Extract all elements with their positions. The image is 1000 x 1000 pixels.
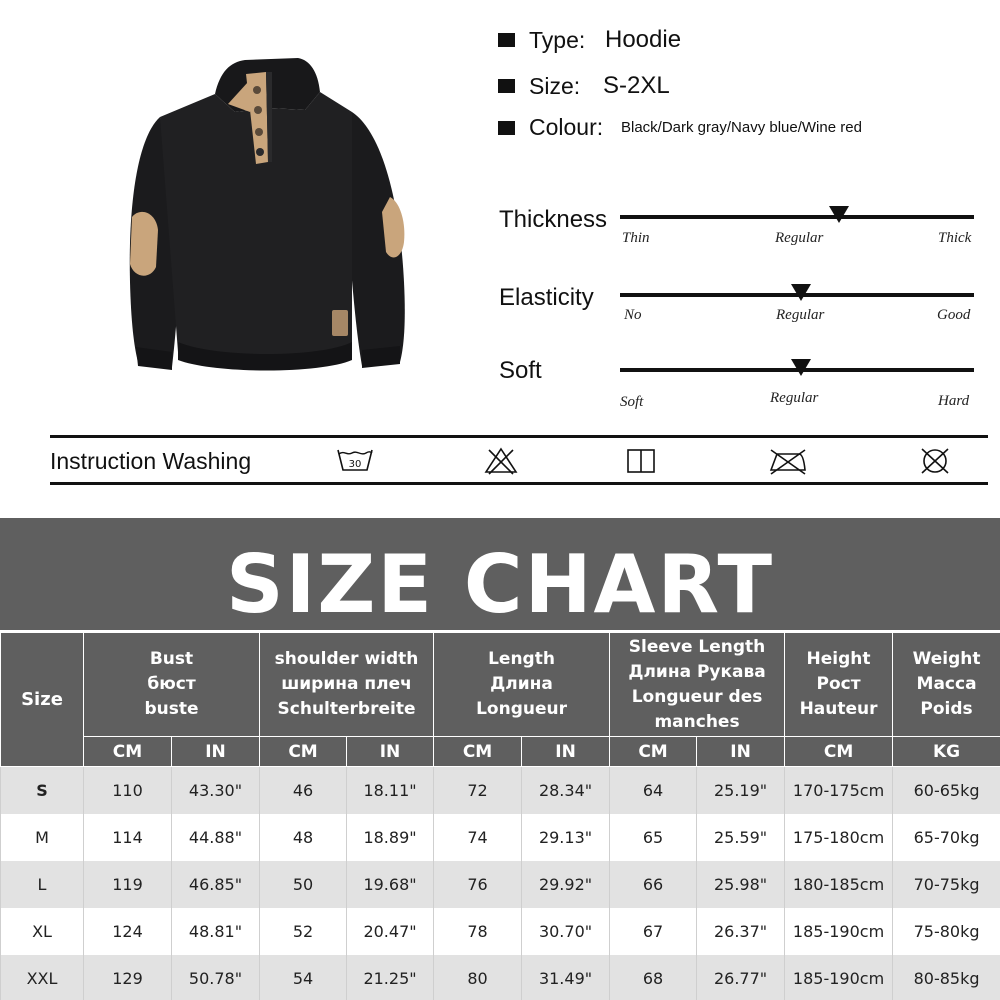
size-cell: L bbox=[1, 861, 84, 908]
spec-label: Colour: bbox=[529, 114, 604, 140]
table-row bbox=[1, 955, 1000, 1000]
spec-label: Size: bbox=[529, 72, 581, 99]
table-cell: 46.85" bbox=[172, 861, 260, 908]
table-cell: 80-85kg bbox=[893, 955, 1000, 1000]
table-cell: 65-70kg bbox=[893, 814, 1000, 861]
table-cell: 26.37" bbox=[697, 908, 785, 955]
scale-label: Thickness bbox=[499, 206, 608, 233]
table-cell: 80 bbox=[434, 955, 522, 1000]
header-line: ширина плеч bbox=[281, 674, 412, 694]
table-cell: 52 bbox=[260, 908, 347, 955]
unit-header: KG bbox=[893, 737, 1000, 767]
size-chart-header bbox=[0, 518, 1000, 630]
header-line: Hauteur bbox=[799, 699, 878, 719]
table-cell: 72 bbox=[434, 767, 522, 814]
no-iron-icon bbox=[767, 446, 809, 476]
unit-header: CM bbox=[434, 737, 522, 767]
table-cell: 67 bbox=[610, 908, 697, 955]
table-cell: 66 bbox=[610, 861, 697, 908]
scale-tick: Thick bbox=[938, 230, 972, 246]
shoulder-width-header bbox=[260, 633, 434, 737]
scale-marker-icon bbox=[829, 206, 849, 223]
washing-title: Instruction Washing bbox=[50, 448, 252, 474]
header-line: Macca bbox=[916, 674, 977, 694]
scale-marker-icon bbox=[791, 284, 811, 301]
table-cell: 18.11" bbox=[347, 767, 434, 814]
size-cell: XXL bbox=[1, 955, 84, 1000]
scale-tick: Soft bbox=[620, 394, 644, 410]
spec-value: S-2XL bbox=[603, 72, 670, 99]
washing-instructions bbox=[50, 435, 988, 485]
header-line: Poids bbox=[920, 699, 973, 719]
size-cell: M bbox=[1, 814, 84, 861]
wash-temp-text: 30 bbox=[348, 459, 362, 470]
table-unit-row bbox=[1, 737, 1000, 767]
table-cell: 110 bbox=[84, 767, 172, 814]
header-line: Schulterbreite bbox=[277, 699, 416, 719]
table-cell: 44.88" bbox=[172, 814, 260, 861]
unit-header: CM bbox=[785, 737, 893, 767]
header-line: бюст bbox=[147, 674, 196, 694]
header-line: Longueur des bbox=[631, 686, 763, 707]
table-cell: 170-175cm bbox=[785, 767, 893, 814]
scale-tick: Regular bbox=[776, 307, 825, 323]
table-cell: 114 bbox=[84, 814, 172, 861]
table-cell: 50 bbox=[260, 861, 347, 908]
header-line: manches bbox=[654, 711, 740, 732]
spec-colour bbox=[498, 114, 862, 141]
unit-header: CM bbox=[84, 737, 172, 767]
header-line: Sleeve Length bbox=[628, 636, 766, 657]
scale-label: Soft bbox=[499, 357, 542, 384]
table-cell: 21.25" bbox=[347, 955, 434, 1000]
header-line: buste bbox=[144, 699, 199, 719]
size-table bbox=[0, 632, 1000, 1000]
scale-tick: Regular bbox=[770, 390, 819, 406]
table-cell: 43.30" bbox=[172, 767, 260, 814]
unit-header: CM bbox=[260, 737, 347, 767]
unit-header: CM bbox=[610, 737, 697, 767]
table-cell: 64 bbox=[610, 767, 697, 814]
size-cell: XL bbox=[1, 908, 84, 955]
table-cell: 78 bbox=[434, 908, 522, 955]
table-row bbox=[1, 767, 1000, 814]
unit-header: IN bbox=[522, 737, 610, 767]
table-cell: 29.92" bbox=[522, 861, 610, 908]
header-line: Longueur bbox=[476, 699, 567, 719]
scale-tick: Hard bbox=[938, 393, 970, 409]
table-cell: 185-190cm bbox=[785, 955, 893, 1000]
table-cell: 28.34" bbox=[522, 767, 610, 814]
scale-tick: Regular bbox=[775, 230, 824, 246]
header-line: Длина Рукава bbox=[628, 661, 766, 682]
weight-header bbox=[893, 633, 1000, 737]
table-cell: 20.47" bbox=[347, 908, 434, 955]
table-cell: 185-190cm bbox=[785, 908, 893, 955]
header-line: Length bbox=[488, 649, 555, 669]
table-cell: 180-185cm bbox=[785, 861, 893, 908]
table-cell: 119 bbox=[84, 861, 172, 908]
unit-header: IN bbox=[697, 737, 785, 767]
spec-type bbox=[498, 26, 681, 54]
bust-header bbox=[84, 633, 260, 737]
table-cell: 19.68" bbox=[347, 861, 434, 908]
wash-30-icon bbox=[335, 446, 375, 476]
table-header-row bbox=[1, 633, 1000, 737]
table-cell: 46 bbox=[260, 767, 347, 814]
table-row bbox=[1, 814, 1000, 861]
table-cell: 129 bbox=[84, 955, 172, 1000]
spec-size bbox=[498, 72, 670, 100]
table-cell: 25.19" bbox=[697, 767, 785, 814]
no-dry-clean-icon bbox=[916, 446, 954, 476]
sleeve-length-header bbox=[610, 633, 785, 737]
spec-value: Black/Dark gray/Navy blue/Wine red bbox=[621, 119, 862, 136]
table-cell: 30.70" bbox=[522, 908, 610, 955]
scale-marker-icon bbox=[791, 359, 811, 376]
header-line: shoulder width bbox=[274, 649, 419, 669]
bullet-icon bbox=[498, 121, 515, 135]
scale-label: Elasticity bbox=[499, 284, 594, 311]
table-cell: 18.89" bbox=[347, 814, 434, 861]
header-line: Рост bbox=[816, 674, 861, 694]
size-chart-title: SIZE CHART bbox=[225, 538, 775, 631]
hoodie-image bbox=[120, 52, 420, 387]
size-cell: S bbox=[1, 767, 84, 814]
table-cell: 60-65kg bbox=[893, 767, 1000, 814]
dry-icon bbox=[626, 446, 658, 476]
table-cell: 76 bbox=[434, 861, 522, 908]
table-cell: 29.13" bbox=[522, 814, 610, 861]
table-cell: 48.81" bbox=[172, 908, 260, 955]
table-row bbox=[1, 861, 1000, 908]
header-line: Bust bbox=[149, 649, 194, 669]
unit-header: IN bbox=[172, 737, 260, 767]
scale-tick: No bbox=[624, 307, 642, 323]
spec-label: Type: bbox=[529, 26, 586, 53]
spec-value: Hoodie bbox=[605, 26, 682, 53]
scale-tick: Good bbox=[937, 307, 971, 323]
table-cell: 74 bbox=[434, 814, 522, 861]
table-cell: 48 bbox=[260, 814, 347, 861]
scale-line bbox=[620, 215, 974, 219]
table-cell: 124 bbox=[84, 908, 172, 955]
header-line: Height bbox=[806, 649, 871, 669]
size-column-header: Size bbox=[1, 633, 84, 767]
bullet-icon bbox=[498, 33, 515, 47]
table-cell: 68 bbox=[610, 955, 697, 1000]
height-header bbox=[785, 633, 893, 737]
no-bleach-icon bbox=[483, 446, 519, 476]
bullet-icon bbox=[498, 79, 515, 93]
table-cell: 65 bbox=[610, 814, 697, 861]
table-row bbox=[1, 908, 1000, 955]
table-cell: 25.59" bbox=[697, 814, 785, 861]
table-cell: 75-80kg bbox=[893, 908, 1000, 955]
header-line: Weight bbox=[912, 649, 981, 669]
header-line: Длина bbox=[490, 674, 553, 694]
table-cell: 26.77" bbox=[697, 955, 785, 1000]
table-cell: 50.78" bbox=[172, 955, 260, 1000]
scale-tick: Thin bbox=[622, 230, 650, 246]
table-cell: 31.49" bbox=[522, 955, 610, 1000]
table-cell: 175-180cm bbox=[785, 814, 893, 861]
length-header bbox=[434, 633, 610, 737]
table-cell: 70-75kg bbox=[893, 861, 1000, 908]
table-cell: 25.98" bbox=[697, 861, 785, 908]
unit-header: IN bbox=[347, 737, 434, 767]
table-cell: 54 bbox=[260, 955, 347, 1000]
